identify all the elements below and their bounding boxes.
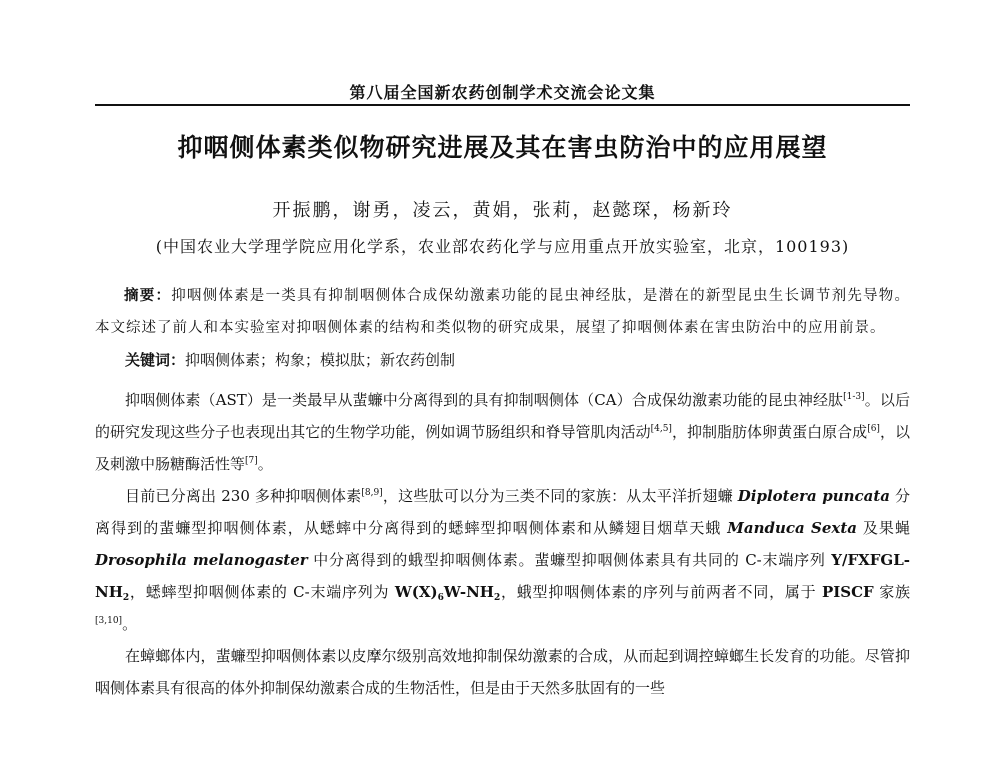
header-rule <box>95 104 910 106</box>
p1-text: 抑咽侧体素（AST）是一类最早从蜚蠊中分离得到的具有抑制咽侧体（CA）合成保幼激素功能的昆虫神经肽 <box>125 391 844 409</box>
subscript: 6 <box>437 593 444 603</box>
paragraph-1 <box>95 384 910 480</box>
citation-ref: [3,10] <box>95 616 123 626</box>
p2-text: 及果蝇 <box>857 519 910 537</box>
abstract-label: 摘要： <box>124 287 172 304</box>
running-header: 第八届全国新农药创制学术交流会论文集 <box>349 83 656 102</box>
keywords-label: 关键词： <box>125 351 186 369</box>
citation-ref: [8,9] <box>361 488 383 498</box>
subscript: 2 <box>122 593 130 603</box>
sequence-motif: W(X) <box>394 583 438 601</box>
species-name: Drosophila melanogaster <box>95 551 308 569</box>
species-name: Manduca Sexta <box>727 519 858 537</box>
p2-text: 家族 <box>873 583 910 601</box>
citation-ref: [4,5] <box>650 424 672 434</box>
p2-text: ，这些肽可以分为三类不同的家族：从太平洋折翅蠊 <box>382 487 738 505</box>
paragraph-3 <box>95 640 910 704</box>
p1-text: ，以及刺激中肠糖酶活性等 <box>95 423 910 473</box>
p1-text: 。 <box>257 455 273 473</box>
p2-text: 目前已分离出 230 多种抑咽侧体素 <box>125 487 362 505</box>
sequence-motif: W-NH <box>443 583 494 601</box>
citation-ref: [6] <box>867 424 880 434</box>
p2-text: 中分离得到的蛾型抑咽侧体素。蜚蠊型抑咽侧体素具有共同的 C-末端序列 <box>307 551 832 569</box>
keywords-text: 抑咽侧体素；构象；模拟肽；新农药创制 <box>185 351 456 369</box>
p2-text: 。 <box>122 615 138 633</box>
p2-text: ，蛾型抑咽侧体素的序列与前两者不同，属于 <box>500 583 822 601</box>
sequence-motif: PISCF <box>821 583 874 601</box>
subscript: 2 <box>493 593 501 603</box>
p2-text: 分离得到的蜚蠊型抑咽侧体素，从蟋蟀中分离得到的蟋蟀型抑咽侧体素和从鳞翅目烟草天蛾 <box>95 487 910 537</box>
abstract-text: 抑咽侧体素是一类具有抑制咽侧体合成保幼激素功能的昆虫神经肽，是潜在的新型昆虫生长调节剂先导物。本文综述了前人和本实验室对抑咽侧体素的结构和类似物的研究成果，展望了抑咽侧体素在害虫防治中的应用前景。 <box>95 288 911 336</box>
keywords <box>95 344 910 376</box>
abstract <box>95 280 910 344</box>
p3-text: 在蟑螂体内，蜚蠊型抑咽侧体素以皮摩尔级别高效地抑制保幼激素的合成，从而起到调控蟑螂生长发育的功能。尽管抑咽侧体素具有很高的体外抑制保幼激素合成的生物活性，但是由于天然多肽固有的一些 <box>95 647 910 697</box>
species-name: Diplotera puncata <box>737 487 891 505</box>
citation-ref: [1-3] <box>843 392 865 402</box>
p1-text: 。以后的研究发现这些分子也表现出其它的生物学功能，例如调节肠组织和脊导管肌肉活动 <box>95 391 910 441</box>
sequence-motif: Y/FXFGL-NH <box>95 551 910 601</box>
p1-text: ，抑制脂肪体卵黄蛋白原合成 <box>671 423 868 441</box>
paragraph-2 <box>95 480 910 640</box>
section-gap <box>95 376 910 384</box>
affiliation: (中国农业大学理学院应用化学系，农业部农药化学与应用重点开放实验室，北京，100193) <box>155 237 850 256</box>
article-body <box>95 280 910 704</box>
author-list: 开振鹏，谢勇，凌云，黄娟，张莉，赵懿琛，杨新玲 <box>272 200 733 221</box>
article-title: 抑咽侧体素类似物研究进展及其在害虫防治中的应用展望 <box>177 133 828 162</box>
citation-ref: [7] <box>245 456 258 466</box>
p2-text: ，蟋蟀型抑咽侧体素的 C-末端序列为 <box>129 583 395 601</box>
